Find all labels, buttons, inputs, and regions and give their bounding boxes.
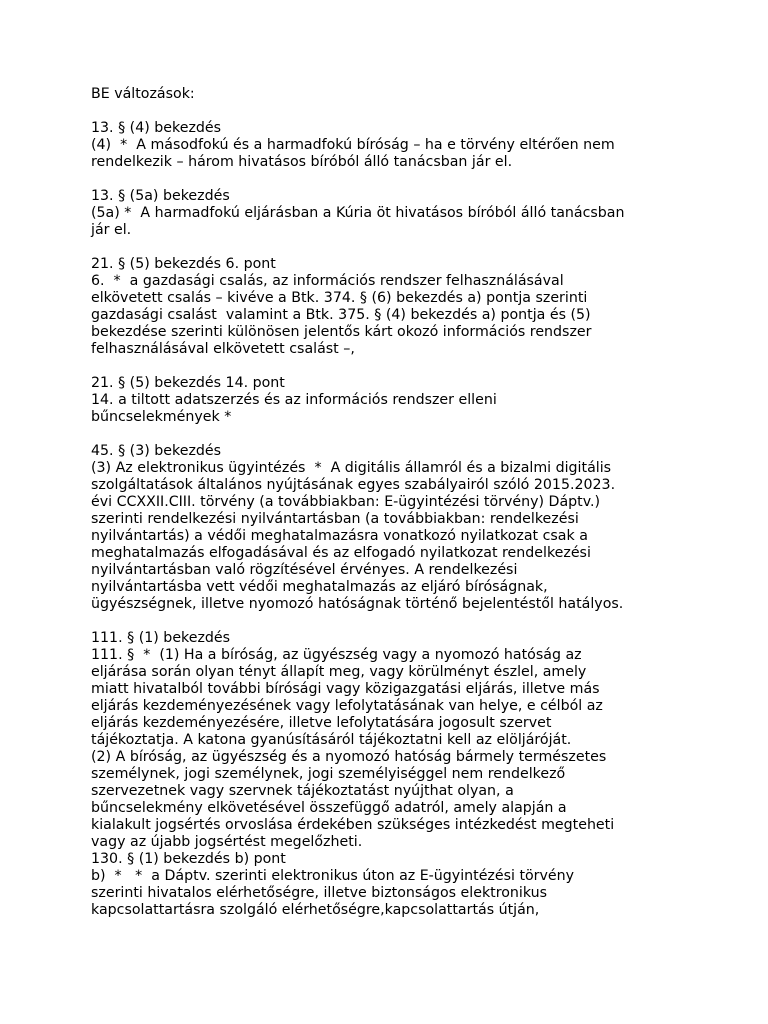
text-line: nyilvántartás) a védői meghatalmazásra vonatkozó nyilatkozat csak a	[91, 528, 588, 544]
text-line: miatt hivatalból további bírósági vagy közigazgatási eljárás, illetve más	[91, 681, 600, 697]
text-line: (3) Az elektronikus ügyintézés * A digitális államról és a bizalmi digitális	[91, 460, 612, 476]
text-line: rendelkezik – három hivatásos bíróból álló tanácsban jár el.	[91, 154, 513, 170]
text-line: BE változások:	[91, 86, 195, 102]
text-line: 45. § (3) bekezdés	[91, 443, 222, 459]
text-line: kapcsolattartásra szolgáló elérhetőségre,kapcsolattartás útján,	[91, 902, 540, 918]
text-line: eljárás kezdeményezésének vagy lefolytatásának van helye, e célból az	[91, 698, 603, 714]
text-line: szerinti hivatalos elérhetőségre, illetve biztonságos elektronikus	[91, 885, 548, 901]
blank-line	[91, 103, 691, 120]
text-line: 111. § (1) bekezdés	[91, 630, 231, 646]
text-line: (2) A bíróság, az ügyészség és a nyomozó hatóság bármely természetes	[91, 749, 607, 765]
text-line: elkövetett csalás – kivéve a Btk. 374. § (6) bekezdés a) pontja szerinti	[91, 290, 588, 306]
blank-line	[91, 613, 691, 630]
blank-line	[91, 426, 691, 443]
text-line: 111. § * (1) Ha a bíróság, az ügyészség vagy a nyomozó hatóság az	[91, 647, 582, 663]
text-line: nyilvántartásba vett védői meghatalmazás az eljáró bíróságnak,	[91, 579, 548, 595]
text-line: 14. a tiltott adatszerzés és az információs rendszer elleni	[91, 392, 497, 408]
text-line: személynek, jogi személynek, jogi személyiséggel nem rendelkező	[91, 766, 566, 782]
document-page	[91, 86, 691, 919]
blank-line	[91, 358, 691, 375]
text-line: b) * * a Dáptv. szerinti elektronikus úton az E-ügyintézési törvény	[91, 868, 575, 884]
text-line: 6. * a gazdasági csalás, az információs rendszer felhasználásával	[91, 273, 564, 289]
text-line: felhasználásával elkövetett csalást –,	[91, 341, 355, 357]
text-line: jár el.	[91, 222, 132, 238]
text-line: gazdasági csalást valamint a Btk. 375. § (4) bekezdés a) pontja és (5)	[91, 307, 591, 323]
text-line: 21. § (5) bekezdés 14. pont	[91, 375, 285, 391]
text-line: bűncselekmények *	[91, 409, 232, 425]
text-line: nyilvántartásban való rögzítésével érvényes. A rendelkezési	[91, 562, 518, 578]
text-line: ügyészségnek, illetve nyomozó hatóságnak történő bejelentéstől hatályos.	[91, 596, 624, 612]
text-line: (5a) * A harmadfokú eljárásban a Kúria öt hivatásos bíróból álló tanácsban	[91, 205, 625, 221]
text-line: bűncselekmény elkövetésével összefüggő adatról, amely alapján a	[91, 800, 567, 816]
text-line: 130. § (1) bekezdés b) pont	[91, 851, 286, 867]
blank-line	[91, 239, 691, 256]
text-line: (4) * A másodfokú és a harmadfokú bíróság – ha e törvény eltérően nem	[91, 137, 615, 153]
text-line: eljárás kezdeményezésére, illetve lefolytatására jogosult szervet	[91, 715, 552, 731]
text-line: meghatalmazás elfogadásával és az elfogadó nyilatkozat rendelkezési	[91, 545, 591, 561]
text-line: szolgáltatások általános nyújtásának egyes szabályairól szóló 2015.2023.	[91, 477, 616, 493]
text-line: vagy az újabb jogsértést megelőzheti.	[91, 834, 363, 850]
text-line: kialakult jogsértés orvoslása érdekében szükséges intézkedést megteheti	[91, 817, 615, 833]
text-line: bekezdése szerinti különösen jelentős kárt okozó információs rendszer	[91, 324, 592, 340]
text-line: eljárása során olyan tényt állapít meg, vagy körülményt észlel, amely	[91, 664, 587, 680]
text-line: 21. § (5) bekezdés 6. pont	[91, 256, 276, 272]
text-line: 13. § (4) bekezdés	[91, 120, 222, 136]
text-line: tájékoztatja. A katona gyanúsításáról tájékoztatni kell az elöljáróját.	[91, 732, 572, 748]
text-line: 13. § (5a) bekezdés	[91, 188, 230, 204]
blank-line	[91, 171, 691, 188]
text-line: szervezetnek vagy szervnek tájékoztatást nyújthat olyan, a	[91, 783, 514, 799]
text-line: évi CCXXII.CIII. törvény (a továbbiakban: E-ügyintézési törvény) Dáptv.)	[91, 494, 601, 510]
text-line: szerinti rendelkezési nyilvántartásban (a továbbiakban: rendelkezési	[91, 511, 579, 527]
